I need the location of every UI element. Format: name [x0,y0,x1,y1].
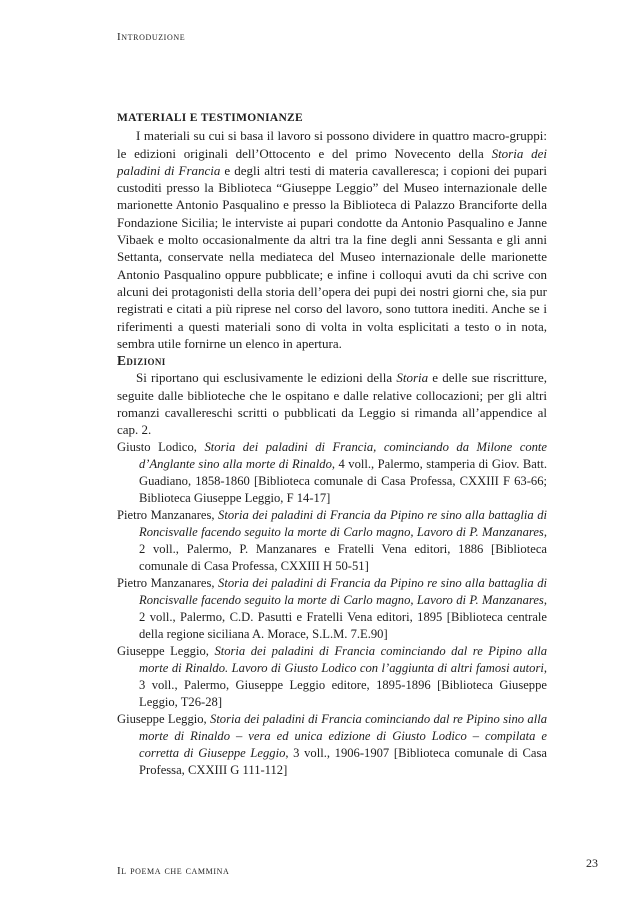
section-heading-materiali: MATERIALI E TESTIMONIANZE [117,112,304,124]
bibliography-entry [117,575,547,643]
edizioni-intro-rest: e delle sue riscritture, seguite dalle biblioteche che le ospitano e dalle relative collocazioni; per gli altri romanzi cavallereschi scritti o pubblicati da Leggio si rimanda all’appendice al cap. 2. [117,370,547,438]
entry-author: Pietro Manzanares, [117,575,219,590]
page-number: 23 [586,856,598,870]
edizioni-intro [117,369,547,438]
entry-details: , 3 voll., Palermo, Giuseppe Leggio editore, 1895-1896 [Biblioteca Giuseppe Leggio, T26-28] [139,660,547,709]
entry-details: , 3 voll., 1906-1907 [Biblioteca comunale di Casa Professa, CXXIII G 111-112] [139,745,547,777]
materiali-paragraph [117,127,547,352]
materiali-italic-title: Storia dei paladini di Francia [117,145,547,178]
materiali-text: I materiali su cui si basa il lavoro si possono dividere in quattro macro-gruppi: le edizioni originali dell’Ottocento e del primo Novecento della [117,128,547,161]
entry-details: , 2 voll., Palermo, C.D. Pasutti e Fratelli Vena editori, 1895 [Biblioteca centrale della regione siciliana A. Morace, S.L.M. 7.E.90] [139,592,547,641]
entry-author: Giuseppe Leggio, [117,711,211,726]
entry-title: Storia dei paladini di Francia da Pipino re sino alla battaglia di Roncisvalle facendo seguito la morte di Carlo magno, Lavoro di P. Manzanares [139,507,547,539]
entry-author: Giusto Lodico, [117,439,205,454]
entry-title: Storia dei paladini di Francia cominciando dal re Pipino sino alla morte di Rinaldo – vera ed unica edizione di Giusto Lodico – compilata e corretta di Giuseppe Leggio [139,711,547,760]
entry-details: , 2 voll., Palermo, P. Manzanares e Fratelli Vena editori, 1886 [Biblioteca comunale di Casa Professa, CXXIII H 50-51] [139,524,547,573]
bibliography-entry [117,643,547,711]
entry-title: Storia dei paladini di Francia, cominciando da Milone conte d’Anglante sino alla morte di Rinaldo [139,439,547,471]
entry-details: , 4 voll., Palermo, stamperia di Giov. Batt. Guadiano, 1858-1860 [Biblioteca comunale di Casa Professa, CXXIII F 63-66; Biblioteca Giuseppe Leggio, F 14-17] [139,456,547,505]
edizioni-intro-italic: Storia [396,370,429,386]
bibliography-entry [117,711,547,779]
bibliography-entry [117,439,547,507]
entry-title: Storia dei paladini di Francia da Pipino re sino alla battaglia di Roncisvalle facendo seguito la morte di Carlo magno, Lavoro di P. Manzanares [139,575,547,607]
materiali-text-rest: e degli altri testi di materia cavalleresca; i copioni dei pupari custoditi presso la Biblioteca “Giuseppe Leggio” del Museo internazionale delle marionette Antonio Pasqualino e presso la Biblioteca di Palazzo Branciforte della Fondazione Sicilia; le interviste ai pupari condotte da Antonio Pasqualino e Janne Vibaek e molto occasionalmente da altri tra la fine degli anni Sessanta e gli anni Settanta, conservate nella mediateca del Museo internazionale delle marionette Antonio Pasqualino oppure pubblicate; e infine i colloqui avuti da chi scrive con alcuni dei protagonisti della storia dell’opera dei pupi dei nostri giorni che, sia pur registrati e citati a più riprese nel corso del lavoro, sono tuttora inediti. Anche se i riferimenti a questi materiali sono di volta in volta esplicitati a testo o in nota, sembra utile fornirne un elenco in apertura. [117,162,547,351]
entry-author: Pietro Manzanares, [117,507,219,522]
page-body [117,110,547,779]
bibliography-entry [117,507,547,575]
edizioni-intro-text: Si riportano qui esclusivamente le edizioni della [136,370,397,386]
entry-title: Storia dei paladini di Francia cominciando dal re Pipino alla morte di Rinaldo. Lavoro di Giusto Lodico con l’aggiunta di altri famosi autori [139,643,548,675]
footer-book-title: Il poema che cammina [117,865,230,877]
running-head: Introduzione [117,31,186,43]
entry-author: Giuseppe Leggio, [117,643,215,658]
section-heading-edizioni: Edizioni [117,353,166,369]
